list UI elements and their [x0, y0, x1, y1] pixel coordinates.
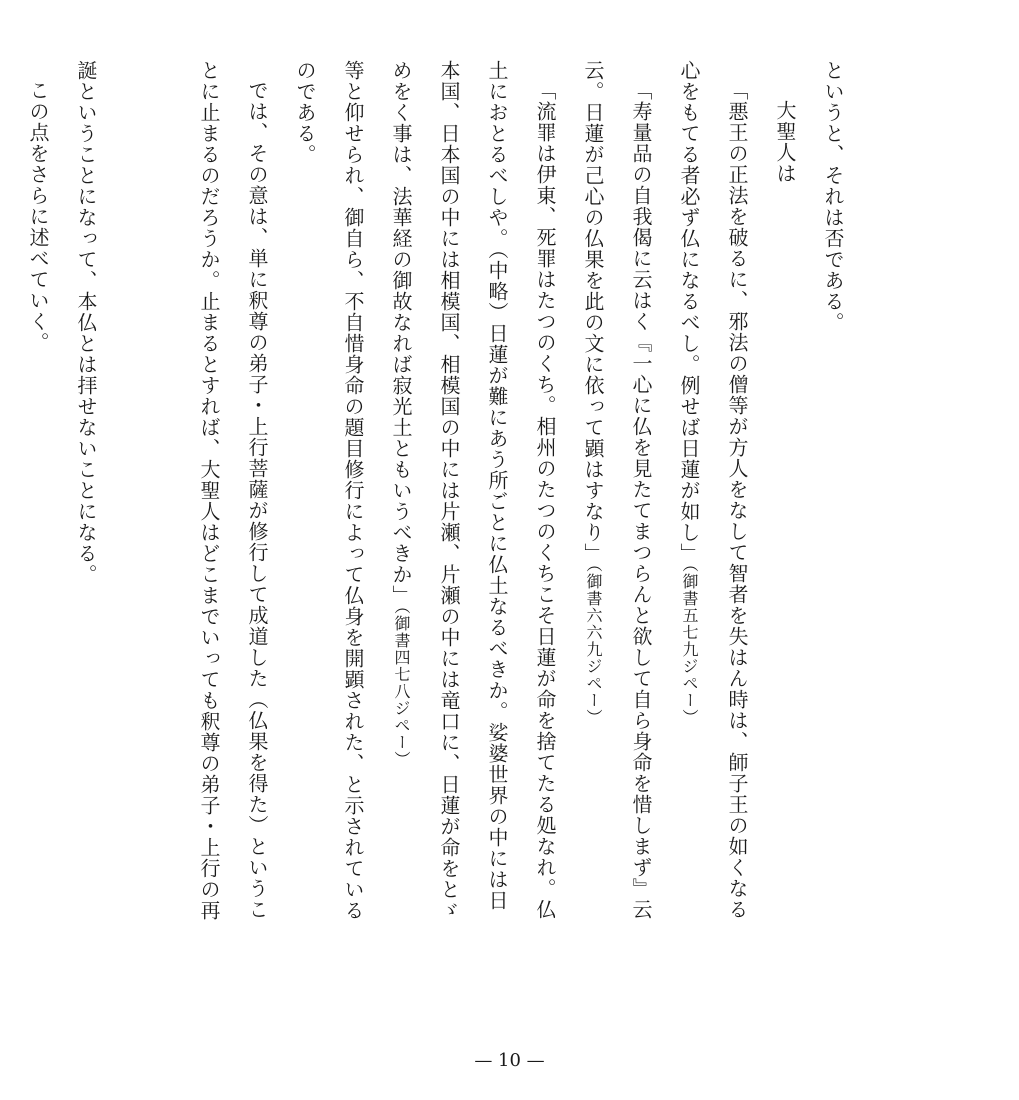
text-line-15: 誕ということになって、本仏とは拝せないことになる。	[74, 60, 98, 585]
main-text-columns	[97, 60, 857, 1010]
text-line-6	[569, 60, 617, 1010]
text-line-10	[377, 60, 425, 1010]
text-line-1: というと、それは否である。	[821, 60, 845, 333]
text-line-14: とに止まるのだろうか。止まるとすれば、大聖人はどこまでいっても釈尊の弟子・上行の再	[197, 60, 221, 921]
text-line-3: 「悪王の正法を破るに、邪法の僧等が方人をなして智者を失はん時は、師子王の如くなる	[725, 80, 749, 920]
text-line-16: この点をさらに述べていく。	[26, 80, 50, 353]
continuation-text-columns	[26, 60, 110, 1010]
text-line-13: では、その意は、単に釈尊の弟子・上行菩薩が修行して成道した（仏果を得た）というこ	[245, 80, 269, 920]
text-line-5: 「寿量品の自我偈に云はく『一心に仏を見たてまつらんと欲して自ら身命を惜しまず』云	[629, 80, 653, 920]
text-line-8: 土におとるべしや。（中略）日蓮が難にあう所ごとに仏土なるべきか。娑婆世界の中には日	[485, 60, 509, 911]
citation: （御書六六九ジペー）	[584, 564, 603, 726]
text-line-4-body: 心をもてる者必ず仏になるべし。例せば日蓮が如し」	[677, 60, 701, 564]
citation: （御書四七八ジペー）	[392, 606, 411, 768]
page-number: — 10 —	[474, 1050, 545, 1071]
text-line-10-body: めをく事は、法華経の御故なれば寂光土ともいうべきか」	[389, 60, 413, 606]
text-line-6-body: 云。日蓮が己心の仏果を此の文に依って顕はすなり」	[581, 60, 605, 564]
citation: （御書五七九ジペー）	[680, 564, 699, 726]
text-line-2: 大聖人は	[773, 100, 797, 184]
text-line-9: 本国、日本国の中には相模国、相模国の中には片瀬、片瀬の中には竜口に、日蓮が命をとゞ	[437, 60, 461, 921]
text-line-4	[665, 60, 713, 1010]
text-line-12: のである。	[293, 60, 317, 165]
text-line-7: 「流罪は伊東、死罪はたつのくち。相州のたつのくちこそ日蓮が命を捨てたる処なれ。仏	[533, 80, 557, 920]
text-line-11: 等と仰せられ、御自ら、不自惜身命の題目修行によって仏身を開顕された、と示されている	[341, 60, 365, 921]
